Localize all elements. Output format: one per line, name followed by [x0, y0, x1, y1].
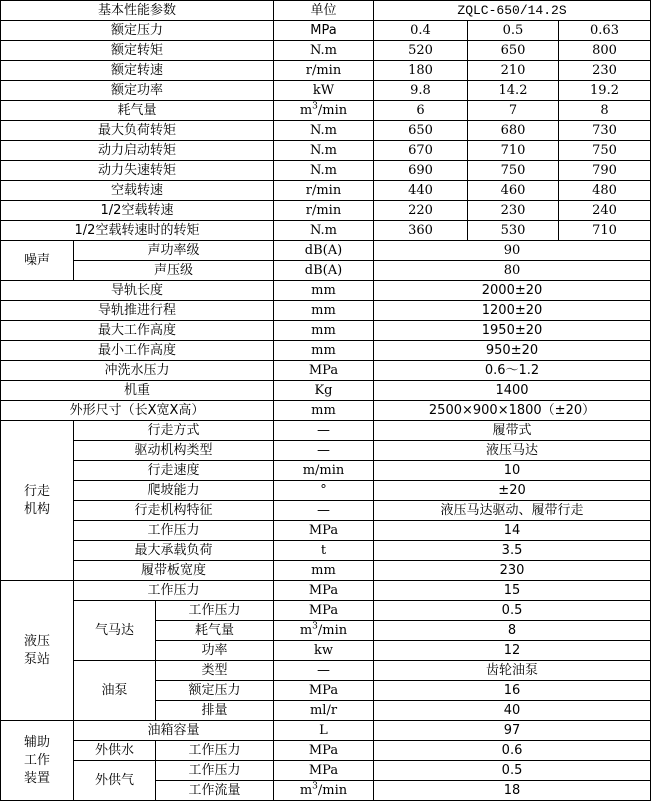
group-pump-station: 液压 泵站 — [1, 581, 74, 721]
value-cell: 650 — [468, 41, 559, 61]
travel-row — [1, 521, 651, 541]
value-cell: 液压马达 — [374, 441, 651, 461]
general-row — [1, 401, 651, 421]
value-cell: 0.5 — [374, 601, 651, 621]
value-cell: 3.5 — [374, 541, 651, 561]
row-label: 冲洗水压力 — [1, 361, 274, 381]
row-unit: mm — [274, 321, 374, 341]
perf-row — [1, 161, 651, 181]
value-cell: 0.63 — [559, 21, 651, 41]
row-label: 最小工作高度 — [1, 341, 274, 361]
row-unit: — — [274, 421, 374, 441]
general-row — [1, 361, 651, 381]
header-param: 基本性能参数 — [1, 1, 274, 21]
value-cell: 1400 — [374, 381, 651, 401]
value-cell: 8 — [559, 101, 651, 121]
travel-row — [1, 461, 651, 481]
row-unit: ° — [274, 481, 374, 501]
group-oil-pump: 油泵 — [74, 661, 156, 721]
value-cell: 180 — [374, 61, 468, 81]
value-cell: 1200±20 — [374, 301, 651, 321]
row-label: 行走方式 — [74, 421, 274, 441]
row-unit: L — [274, 721, 374, 741]
row-label: 最大承载负荷 — [74, 541, 274, 561]
row-label: 工作压力 — [74, 581, 274, 601]
value-cell: 18 — [374, 781, 651, 801]
pump-row — [1, 601, 651, 621]
value-cell: 480 — [559, 181, 651, 201]
perf-row — [1, 181, 651, 201]
row-label: 额定压力 — [1, 21, 274, 41]
row-unit: MPa — [274, 761, 374, 781]
row-unit: Kg — [274, 381, 374, 401]
value-cell: 360 — [374, 221, 468, 241]
value-cell: 16 — [374, 681, 651, 701]
value-cell: 14.2 — [468, 81, 559, 101]
row-unit: MPa — [274, 601, 374, 621]
value-cell: 790 — [559, 161, 651, 181]
value-cell: 670 — [374, 141, 468, 161]
value-cell: 210 — [468, 61, 559, 81]
row-label: 工作压力 — [156, 741, 274, 761]
group-aux-device: 辅助 工作 装置 — [1, 721, 74, 801]
header-unit: 单位 — [274, 1, 374, 21]
row-unit: MPa — [274, 741, 374, 761]
aux-row — [1, 761, 651, 781]
row-label: 驱动机构类型 — [74, 441, 274, 461]
row-unit: MPa — [274, 681, 374, 701]
row-unit: — — [274, 501, 374, 521]
value-cell: 520 — [374, 41, 468, 61]
row-label: 动力失速转矩 — [1, 161, 274, 181]
pump-row — [1, 581, 651, 601]
row-label: 工作压力 — [156, 601, 274, 621]
value-cell: 0.6～1.2 — [374, 361, 651, 381]
value-cell: 9.8 — [374, 81, 468, 101]
row-unit: N.m — [274, 141, 374, 161]
travel-row — [1, 441, 651, 461]
row-unit: kW — [274, 81, 374, 101]
row-unit: mm — [274, 281, 374, 301]
perf-row — [1, 101, 651, 121]
row-label: 最大工作高度 — [1, 321, 274, 341]
perf-row — [1, 201, 651, 221]
value-cell: ±20 — [374, 481, 651, 501]
row-unit: mm — [274, 341, 374, 361]
value-cell: 履带式 — [374, 421, 651, 441]
row-label: 最大负荷转矩 — [1, 121, 274, 141]
row-unit: dB(A) — [274, 241, 374, 261]
row-label: 行走速度 — [74, 461, 274, 481]
value-cell: 750 — [559, 141, 651, 161]
row-label: 履带板宽度 — [74, 561, 274, 581]
perf-row — [1, 141, 651, 161]
value-cell: 2500×900×1800（±20） — [374, 401, 651, 421]
group-noise: 噪声 — [1, 241, 74, 281]
general-row — [1, 341, 651, 361]
value-cell: 15 — [374, 581, 651, 601]
header-row — [1, 1, 651, 21]
value-cell: 0.5 — [468, 21, 559, 41]
value-cell: 14 — [374, 521, 651, 541]
value-cell: 液压马达驱动、履带行走 — [374, 501, 651, 521]
perf-row — [1, 221, 651, 241]
row-label: 功率 — [156, 641, 274, 661]
value-cell: 12 — [374, 641, 651, 661]
row-unit: N.m — [274, 41, 374, 61]
value-cell: 97 — [374, 721, 651, 741]
row-label: 耗气量 — [1, 101, 274, 121]
row-unit: $m^3/\min$ — [274, 781, 374, 801]
value-cell: 8 — [374, 621, 651, 641]
value-cell: 650 — [374, 121, 468, 141]
value-cell: 2000±20 — [374, 281, 651, 301]
row-unit: MPa — [274, 361, 374, 381]
row-label: 外形尺寸（长X宽X高） — [1, 401, 274, 421]
value-cell: 220 — [374, 201, 468, 221]
travel-row — [1, 501, 651, 521]
row-unit: ml/r — [274, 701, 374, 721]
group-air-motor: 气马达 — [74, 601, 156, 661]
row-unit: r/min — [274, 201, 374, 221]
value-cell: 690 — [374, 161, 468, 181]
value-cell: 240 — [559, 201, 651, 221]
row-label: 排量 — [156, 701, 274, 721]
row-unit: N.m — [274, 161, 374, 181]
perf-row — [1, 81, 651, 101]
row-unit: mm — [274, 401, 374, 421]
row-label: 行走机构特征 — [74, 501, 274, 521]
row-label: 1/2空载转速 — [1, 201, 274, 221]
row-label: 机重 — [1, 381, 274, 401]
group-water-supply: 外供水 — [74, 741, 156, 761]
general-row — [1, 301, 651, 321]
value-cell: 710 — [468, 141, 559, 161]
value-cell: 710 — [559, 221, 651, 241]
travel-row — [1, 561, 651, 581]
perf-row — [1, 21, 651, 41]
row-label: 工作压力 — [74, 521, 274, 541]
general-row — [1, 381, 651, 401]
row-label: 额定转矩 — [1, 41, 274, 61]
value-cell: 0.6 — [374, 741, 651, 761]
row-label: 耗气量 — [156, 621, 274, 641]
value-cell: 1950±20 — [374, 321, 651, 341]
row-label: 额定功率 — [1, 81, 274, 101]
row-unit: MPa — [274, 581, 374, 601]
general-row — [1, 321, 651, 341]
row-label: 动力启动转矩 — [1, 141, 274, 161]
value-cell: 80 — [374, 261, 651, 281]
value-cell: 0.5 — [374, 761, 651, 781]
aux-row — [1, 741, 651, 761]
value-cell: 90 — [374, 241, 651, 261]
row-unit: r/min — [274, 181, 374, 201]
header-model: ZQLC-650/14.2S — [374, 1, 651, 21]
row-unit: MPa — [274, 521, 374, 541]
value-cell: 230 — [559, 61, 651, 81]
row-label: 空载转速 — [1, 181, 274, 201]
value-cell: 齿轮油泵 — [374, 661, 651, 681]
value-cell: 440 — [374, 181, 468, 201]
general-row — [1, 281, 651, 301]
value-cell: 950±20 — [374, 341, 651, 361]
value-cell: 750 — [468, 161, 559, 181]
value-cell: 19.2 — [559, 81, 651, 101]
noise-row — [1, 241, 651, 261]
perf-row — [1, 61, 651, 81]
row-unit: — — [274, 661, 374, 681]
noise-row — [1, 261, 651, 281]
row-unit: mm — [274, 561, 374, 581]
value-cell: 680 — [468, 121, 559, 141]
row-unit: N.m — [274, 121, 374, 141]
perf-row — [1, 41, 651, 61]
row-label: 工作流量 — [156, 781, 274, 801]
row-unit: — — [274, 441, 374, 461]
perf-row — [1, 121, 651, 141]
row-unit: mm — [274, 301, 374, 321]
pump-row — [1, 661, 651, 681]
value-cell: 7 — [468, 101, 559, 121]
row-label: 工作压力 — [156, 761, 274, 781]
row-label: 1/2空载转速时的转矩 — [1, 221, 274, 241]
row-label: 额定压力 — [156, 681, 274, 701]
value-cell: 0.4 — [374, 21, 468, 41]
travel-row — [1, 421, 651, 441]
row-label: 导轨推进行程 — [1, 301, 274, 321]
value-cell: 6 — [374, 101, 468, 121]
aux-row — [1, 721, 651, 741]
row-unit: MPa — [274, 21, 374, 41]
row-unit: m/min — [274, 461, 374, 481]
value-cell: 460 — [468, 181, 559, 201]
travel-row — [1, 541, 651, 561]
row-unit: N.m — [274, 221, 374, 241]
value-cell: 800 — [559, 41, 651, 61]
value-cell: 40 — [374, 701, 651, 721]
value-cell: 230 — [468, 201, 559, 221]
row-label: 油箱容量 — [74, 721, 274, 741]
value-cell: 10 — [374, 461, 651, 481]
value-cell: 230 — [374, 561, 651, 581]
row-label: 额定转速 — [1, 61, 274, 81]
travel-row — [1, 481, 651, 501]
group-travel: 行走 机构 — [1, 421, 74, 581]
row-label: 导轨长度 — [1, 281, 274, 301]
row-unit: dB(A) — [274, 261, 374, 281]
row-unit: $m^3/\min$ — [274, 621, 374, 641]
row-label: 类型 — [156, 661, 274, 681]
value-cell: 530 — [468, 221, 559, 241]
row-unit: $m^3/\min$ — [274, 101, 374, 121]
row-unit: t — [274, 541, 374, 561]
group-air-supply: 外供气 — [74, 761, 156, 801]
row-unit: kw — [274, 641, 374, 661]
value-cell: 730 — [559, 121, 651, 141]
row-label: 声压级 — [74, 261, 274, 281]
row-label: 爬坡能力 — [74, 481, 274, 501]
row-unit: r/min — [274, 61, 374, 81]
row-label: 声功率级 — [74, 241, 274, 261]
